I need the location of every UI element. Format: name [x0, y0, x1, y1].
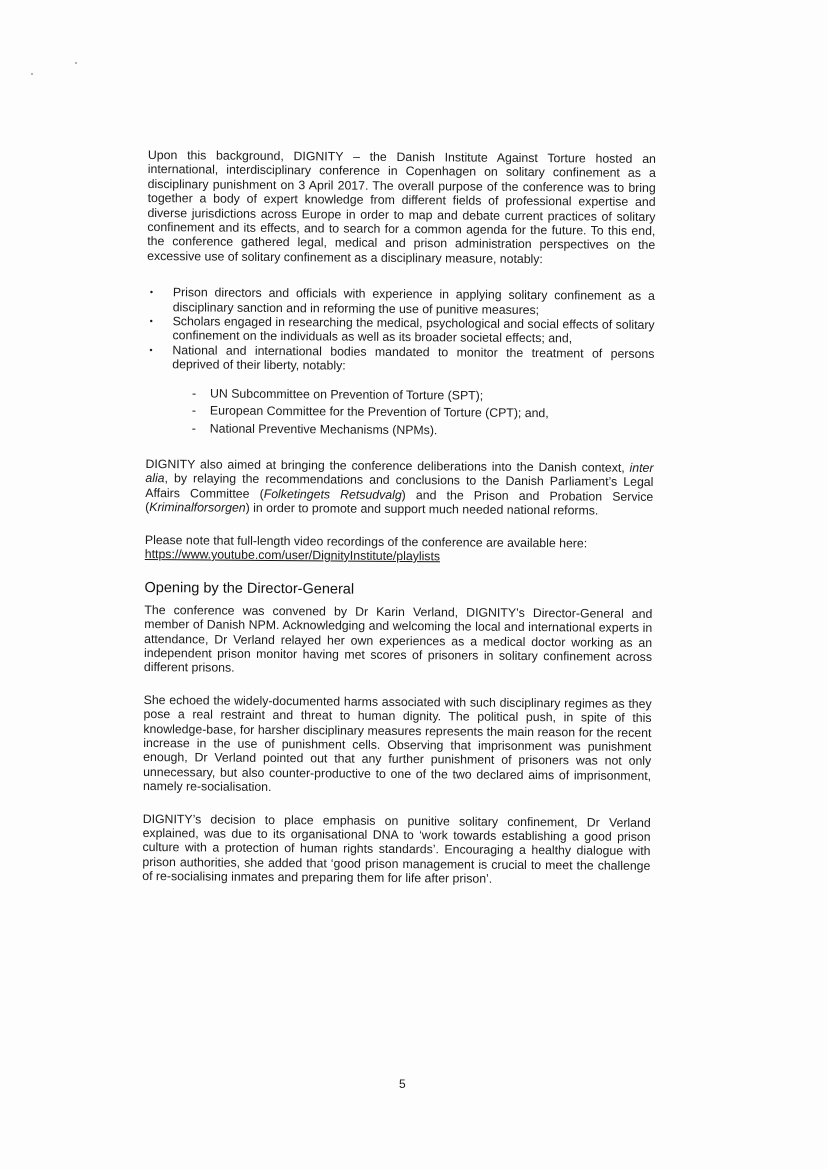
danish-context-paragraph — [145, 457, 653, 519]
list-item — [147, 285, 655, 318]
list-item-text: Prison directors and officials with experience in applying solitary confinement as a disciplinary sanction and in reforming the use of punitive measures; — [172, 285, 655, 317]
page-number: 5 — [399, 1077, 406, 1091]
paragraph-text: DIGNITY also aimed at bringing the conference deliberations into the Danish context, — [145, 456, 630, 475]
page-content — [142, 148, 656, 906]
participant-list — [146, 285, 655, 375]
bullet-icon: • — [149, 316, 153, 327]
list-item-text: UN Subcommittee on Prevention of Torture (SPT); — [210, 386, 484, 403]
italic-term: Folketingets Retsudvalg — [263, 486, 402, 502]
paragraph-text: ) and the Prison and Probation Service ( — [145, 487, 654, 515]
italic-term: Kriminalforsorgen — [149, 500, 246, 515]
list-item — [146, 343, 654, 376]
list-item-text: National and international bodies mandated to monitor the treatment of persons deprived of their liberty, notably: — [172, 343, 655, 373]
section-heading: Opening by the Director-General — [144, 580, 355, 598]
dash-icon: - — [191, 403, 197, 418]
dash-icon: - — [191, 420, 196, 435]
video-note-text: Please note that full-length video recordings of the conference are available here: — [144, 532, 588, 550]
video-note — [145, 533, 653, 566]
section-paragraph: DIGNITY’s decision to place emphasis on punitive solitary confinement, Dr Verland explained, was due to its organisational DNA to ‘work towards establishing a good prison culture with a protection of human rights standards’. Encouraging a healthy dialogue with prison authorities, she added that ‘good prison management is crucial to meet the challenge of re-socialising inmates and preparing them for life after prison’. — [142, 811, 651, 886]
scan-speck — [75, 62, 77, 64]
section-paragraph: She echoed the widely-documented harms associated with such disciplinary regimes as they pose a real restraint and threat to human dignity. The political push, in spite of this knowledge-base, for harsher disciplinary measures represents the main reason for the recent increase in the use of punishment cells. Observing that imprisonment was punishment enough, Dr Verland pointed out that any further punishment of prisoners was not only unnecessary, but also counter-productive to one of the two declared aims of imprisonment, namely re-socialisation. — [142, 692, 652, 795]
scan-speck — [31, 73, 33, 75]
list-item-text: European Committee for the Prevention of Torture (CPT); and, — [209, 403, 549, 421]
list-item — [188, 386, 654, 404]
list-item — [146, 314, 654, 347]
italic-term: inter alia — [145, 460, 654, 486]
monitoring-bodies-list — [188, 386, 654, 439]
paragraph-text: , by relaying the recommendations and conclusions to the Danish Parliament’s Legal Affairs Committee ( — [145, 471, 654, 501]
bullet-icon: • — [149, 287, 154, 298]
list-item — [188, 421, 654, 439]
list-item-text: Scholars engaged in researching the medical, psychological and social effects of solitary confinement on the individuals as well as its broader societal effects; and, — [172, 314, 655, 346]
section-paragraph: The conference was convened by Dr Karin Verland, DIGNITY’s Director-General and member of Danish NPM. Acknowledging and welcoming the local and international experts in attendance, Dr Verland relayed her own experiences as a medical doctor working as an independent prison monitor having met scores of prisoners in solitary confinement across different prisons. — [143, 602, 653, 676]
dash-icon: - — [192, 386, 197, 401]
paragraph-text: ) in order to promote and support much needed national reforms. — [245, 500, 599, 518]
bullet-icon: • — [149, 344, 153, 355]
intro-paragraph: Upon this background, DIGNITY – the Danish Institute Against Torture hosted an international, interdisciplinary conference in Copenhagen on solitary confinement as a disciplinary punishment on 3 April 2017. The overall purpose of the conference was to bring together a body of expert knowledge from different fields of professional expertise and diverse jurisdictions across Europe in order to map and debate current practices of solitary confinement and its effects, and to search for a common agenda for the future. To this end, the conference gathered legal, medical and prison administration perspectives on the excessive use of solitary confinement as a disciplinary measure, notably: — [147, 148, 656, 266]
video-playlist-link[interactable]: https://www.youtube.com/user/DignityInstitute/playlists — [144, 546, 441, 564]
list-item — [188, 403, 654, 421]
list-item-text: National Preventive Mechanisms (NPMs). — [209, 420, 438, 437]
